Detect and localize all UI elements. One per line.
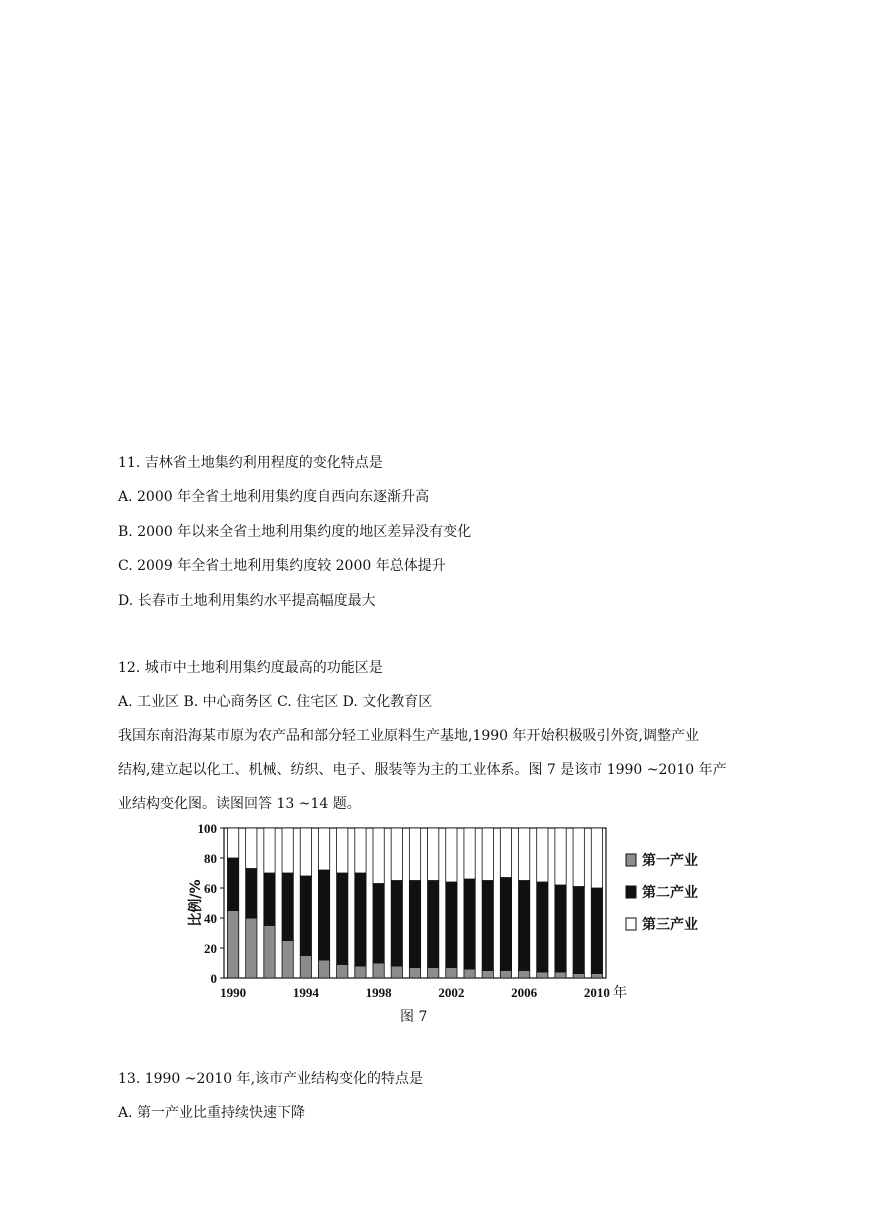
legend-swatch-1 (626, 854, 636, 866)
bar-1990-series-2 (227, 858, 238, 911)
bar-1999-series-2 (391, 881, 402, 967)
q11-option-b: B. 2000 年以来全省土地利用集约度的地区差异没有变化 (118, 524, 472, 540)
bar-2010-series-3 (591, 828, 602, 888)
legend-label-3: 第三产业 (642, 917, 698, 933)
y-tick-label-40: 40 (204, 911, 217, 926)
bar-2004-series-2 (482, 881, 493, 971)
bar-2003-series-2 (464, 879, 475, 969)
bar-1998-series-2 (373, 884, 384, 964)
y-tick-label-60: 60 (204, 881, 217, 896)
passage-line-2: 结构,建立起以化工、机械、纺织、电子、服装等为主的工业体系。图 7 是该市 1990 ~2010 年产 (118, 762, 727, 778)
chart-svg (188, 818, 698, 1033)
bar-1990-series-3 (227, 828, 238, 858)
passage-line-1: 我国东南沿海某市原为农产品和部分轻工业原料生产基地,1990 年开始积极吸引外资,调整产业 (118, 728, 699, 744)
bar-1992-series-2 (264, 873, 275, 926)
bar-1994-series-3 (300, 828, 311, 876)
bar-2004-series-3 (482, 828, 493, 881)
bar-1998-series-1 (373, 963, 384, 978)
bar-2001-series-3 (428, 828, 439, 881)
bar-2006-series-3 (519, 828, 530, 881)
legend-label-2: 第二产业 (642, 885, 698, 901)
bar-2007-series-2 (537, 882, 548, 972)
bar-1994-series-1 (300, 956, 311, 979)
bar-2004-series-1 (482, 971, 493, 979)
bar-2010-series-2 (591, 888, 602, 974)
bar-2008-series-1 (555, 972, 566, 978)
x-tick-label-2006: 2006 (511, 985, 538, 1000)
bar-2005-series-1 (500, 971, 511, 979)
legend-swatch-3 (626, 918, 636, 930)
bar-2001-series-1 (428, 968, 439, 979)
x-tick-label-2002: 2002 (438, 985, 465, 1000)
q11-option-d: D. 长春市土地利用集约水平提高幅度最大 (118, 593, 376, 609)
legend-label-1: 第一产业 (642, 853, 698, 869)
bar-1991-series-2 (246, 869, 257, 919)
bar-2009-series-2 (573, 887, 584, 974)
bar-1992-series-3 (264, 828, 275, 873)
legend-swatch-2 (626, 886, 636, 898)
bar-1993-series-2 (282, 873, 293, 941)
bar-2000-series-3 (409, 828, 420, 881)
q11-option-a: A. 2000 年全省土地利用集约度自西向东逐渐升高 (118, 489, 430, 505)
bar-1992-series-1 (264, 926, 275, 979)
y-tick-label-100: 100 (197, 821, 217, 836)
bar-2002-series-1 (446, 968, 457, 979)
bar-2002-series-2 (446, 882, 457, 968)
bar-1991-series-3 (246, 828, 257, 869)
q13-stem: 13. 1990 ~2010 年,该市产业结构变化的特点是 (118, 1071, 424, 1087)
bar-2008-series-2 (555, 885, 566, 972)
bar-2002-series-3 (446, 828, 457, 882)
x-tick-label-2010: 2010 (583, 985, 610, 1000)
bar-1997-series-2 (355, 873, 366, 966)
bar-2008-series-3 (555, 828, 566, 885)
y-tick-label-20: 20 (204, 941, 217, 956)
x-tick-label-1990: 1990 (220, 985, 247, 1000)
bar-2006-series-2 (519, 881, 530, 971)
x-tick-label-1994: 1994 (292, 985, 319, 1000)
bar-1997-series-1 (355, 966, 366, 978)
bar-1990-series-1 (227, 911, 238, 979)
bar-2000-series-2 (409, 881, 420, 968)
q12-options: A. 工业区 B. 中心商务区 C. 住宅区 D. 文化教育区 (118, 694, 433, 710)
y-tick-label-80: 80 (204, 851, 217, 866)
bar-1994-series-2 (300, 876, 311, 956)
y-axis-label: 比例/% (188, 879, 204, 927)
bar-1991-series-1 (246, 918, 257, 978)
bar-1993-series-3 (282, 828, 293, 873)
bar-1997-series-3 (355, 828, 366, 873)
q11-option-c: C. 2009 年全省土地利用集约度较 2000 年总体提升 (118, 558, 446, 574)
q12-stem: 12. 城市中土地利用集约度最高的功能区是 (118, 660, 383, 676)
bar-1995-series-1 (318, 960, 329, 978)
y-tick-label-0: 0 (210, 971, 217, 986)
bar-2003-series-1 (464, 969, 475, 978)
x-unit-label: 年 (613, 985, 627, 1001)
bar-1998-series-3 (373, 828, 384, 884)
bar-2003-series-3 (464, 828, 475, 879)
bar-2005-series-3 (500, 828, 511, 878)
industry-structure-chart (188, 818, 698, 1033)
bar-1993-series-1 (282, 941, 293, 979)
bar-1995-series-3 (318, 828, 329, 870)
bar-2009-series-3 (573, 828, 584, 887)
bar-2005-series-2 (500, 878, 511, 971)
x-tick-label-1998: 1998 (365, 985, 392, 1000)
bar-2009-series-1 (573, 974, 584, 979)
bar-1999-series-1 (391, 966, 402, 978)
bar-2006-series-1 (519, 971, 530, 979)
q11-stem: 11. 吉林省土地集约利用程度的变化特点是 (118, 455, 383, 471)
bar-2010-series-1 (591, 974, 602, 979)
passage-line-3: 业结构变化图。读图回答 13 ~14 题。 (118, 796, 361, 812)
bar-2007-series-3 (537, 828, 548, 882)
bar-2007-series-1 (537, 972, 548, 978)
bar-1995-series-2 (318, 870, 329, 960)
bar-2001-series-2 (428, 881, 439, 968)
bar-1996-series-1 (337, 965, 348, 979)
bar-1996-series-3 (337, 828, 348, 873)
bar-2000-series-1 (409, 968, 420, 979)
figure-caption: 图 7 (400, 1009, 428, 1025)
q13-option-a: A. 第一产业比重持续快速下降 (118, 1105, 306, 1121)
bar-1996-series-2 (337, 873, 348, 965)
bar-1999-series-3 (391, 828, 402, 881)
